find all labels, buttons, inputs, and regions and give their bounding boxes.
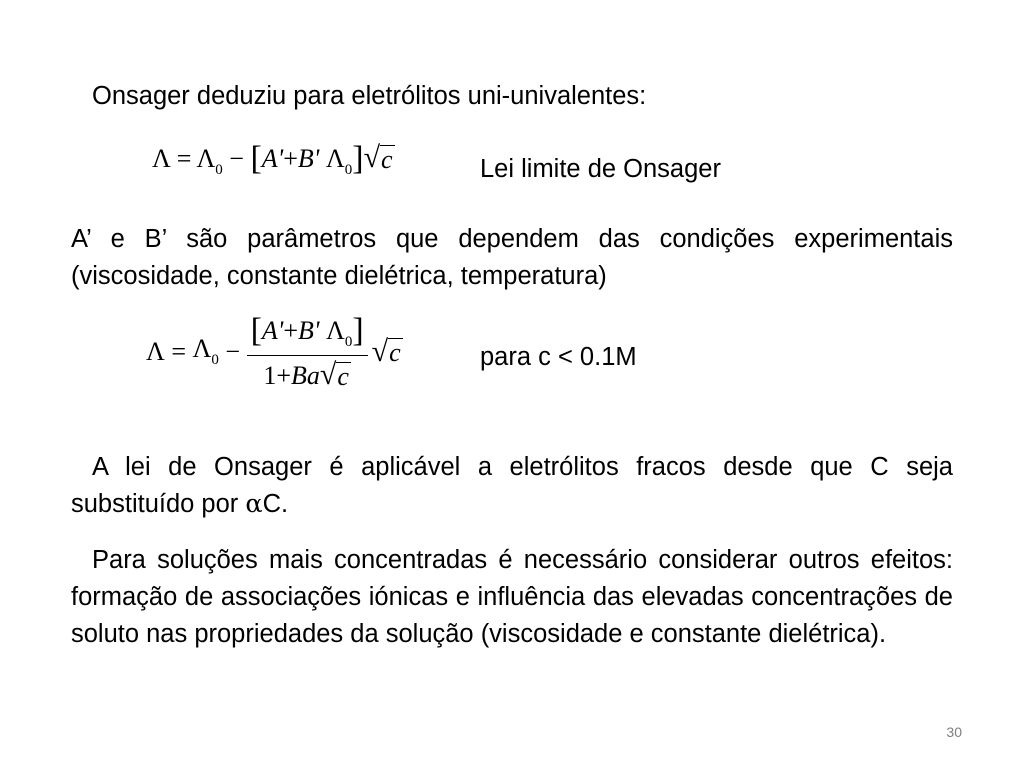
lambda-symbol: Λ xyxy=(196,144,216,173)
plus-sign: + xyxy=(283,144,298,173)
minus-sign: − xyxy=(225,336,241,366)
radical-icon: √ xyxy=(371,334,389,368)
weak-text-after: C. xyxy=(262,490,289,518)
fraction-denominator xyxy=(263,356,351,391)
subscript-zero: 0 xyxy=(344,162,353,178)
lambda-symbol: Λ xyxy=(192,334,212,363)
plus-sign: + xyxy=(276,361,291,390)
lambda-zero xyxy=(193,334,219,369)
left-bracket: [ xyxy=(250,312,262,349)
fraction-numerator xyxy=(247,312,368,356)
right-bracket: ] xyxy=(352,312,364,349)
sqrt-c xyxy=(320,360,351,390)
left-bracket: [ xyxy=(250,140,262,177)
sqrt-c xyxy=(371,334,403,368)
c-variable: c xyxy=(381,144,393,174)
c-variable: c xyxy=(337,361,349,391)
ba-term: Ba xyxy=(290,361,320,390)
fraction xyxy=(247,312,368,391)
equals-sign: = xyxy=(176,144,192,173)
condition-label: para c < 0.1M xyxy=(480,343,637,371)
subscript-zero: 0 xyxy=(344,334,353,350)
one: 1 xyxy=(263,361,277,390)
onsager-limit-equation xyxy=(152,140,395,179)
weak-text-before: A lei de Onsager é aplicável a eletrólitos fracos desde que C seja substituído por xyxy=(71,453,953,518)
law-label: Lei limite de Onsager xyxy=(480,155,721,183)
sqrt-c xyxy=(364,143,395,173)
weak-electrolytes-text xyxy=(71,449,953,523)
lambda-zero xyxy=(196,144,223,178)
c-variable: c xyxy=(389,338,401,368)
a-prime: A' xyxy=(261,144,284,173)
alpha-symbol: α xyxy=(245,489,263,519)
intro-text: Onsager deduziu para eletrólitos uni-univalentes: xyxy=(92,82,647,110)
lambda-symbol: Λ xyxy=(325,144,345,173)
b-prime: B' xyxy=(298,316,320,345)
subscript-zero: 0 xyxy=(211,352,219,368)
lambda-symbol: Λ xyxy=(152,144,171,173)
lambda-symbol: Λ xyxy=(325,316,345,345)
lambda-symbol: Λ xyxy=(146,336,165,366)
equals-sign: = xyxy=(171,336,187,366)
subscript-zero: 0 xyxy=(215,162,223,178)
a-prime: A' xyxy=(261,316,284,345)
b-prime: B' xyxy=(297,144,320,173)
minus-sign: − xyxy=(229,144,244,173)
concentrated-solutions-text: Para soluções mais concentradas é necessário considerar outros efeitos: formação de associações iónicas e influência das elevadas concentrações de soluto nas propriedades da solução (viscosidade e constante dielétrica). xyxy=(71,546,953,648)
radical-icon: √ xyxy=(319,358,337,391)
extended-onsager-equation xyxy=(146,312,403,391)
page-number: 30 xyxy=(946,724,962,740)
right-bracket: ] xyxy=(352,140,364,177)
parameters-text: A’ e B’ são parâmetros que dependem das condições experimentais (viscosidade, constante dielétrica, temperatura) xyxy=(71,225,953,290)
plus-sign: + xyxy=(283,316,299,345)
radical-icon: √ xyxy=(363,141,381,174)
